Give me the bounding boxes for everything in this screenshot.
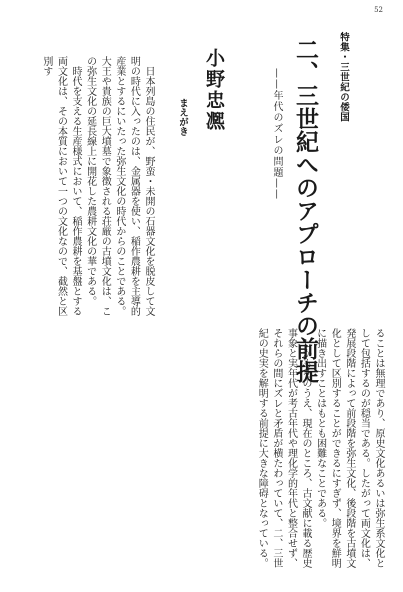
- body-text-upper: [40, 56, 155, 321]
- body-text-lower: [170, 328, 385, 568]
- paragraph: しかもそのうえ、現在のところ、古文献に載る歴史事象と実年代が考古年代や理化学的年代と整合せず、それらの間にズレと矛盾が横たわっていて、二、三世紀の史実を解明する前提に大きな障碍となっている。: [256, 328, 312, 568]
- series-label: 特集・三世紀の倭国: [338, 32, 349, 122]
- article-title: 二、三世紀へのアプローチの前提: [292, 38, 318, 383]
- page-number: 52: [374, 6, 383, 14]
- paragraph: ることは無理であり、原史文化あるいは弥生系文化として包括するのが穏当である。したがって両文化は、発展段階によって前段階を弥生文化、後段階を古墳文化として区別することができるにすぎず、境界を鮮明に描き出すことはもとも困難なことである。: [314, 328, 384, 568]
- paragraph: 日本列島の住民が、野蛮・未開の石器文化を脱皮して文明の時代に入ったのは、金属器を使い、稲作農耕を主導的産業とするにいたった弥生文化の時代からのことである。大王や貴族の巨大墳墓で象徴される荘厳の古墳文化は、この弥生文化の延長線上に開花した農耕文化の華である。: [84, 56, 154, 316]
- author-name: 小野忠凞: [203, 48, 225, 132]
- paragraph: 時代を支える生産様式において、稲作農耕を基盤とする両文化は、その本質において一つの文化なので、截然と区別す: [40, 56, 82, 316]
- article-subtitle: ——年代のズレの問題——: [271, 68, 282, 200]
- section-heading: まえがき: [177, 98, 188, 136]
